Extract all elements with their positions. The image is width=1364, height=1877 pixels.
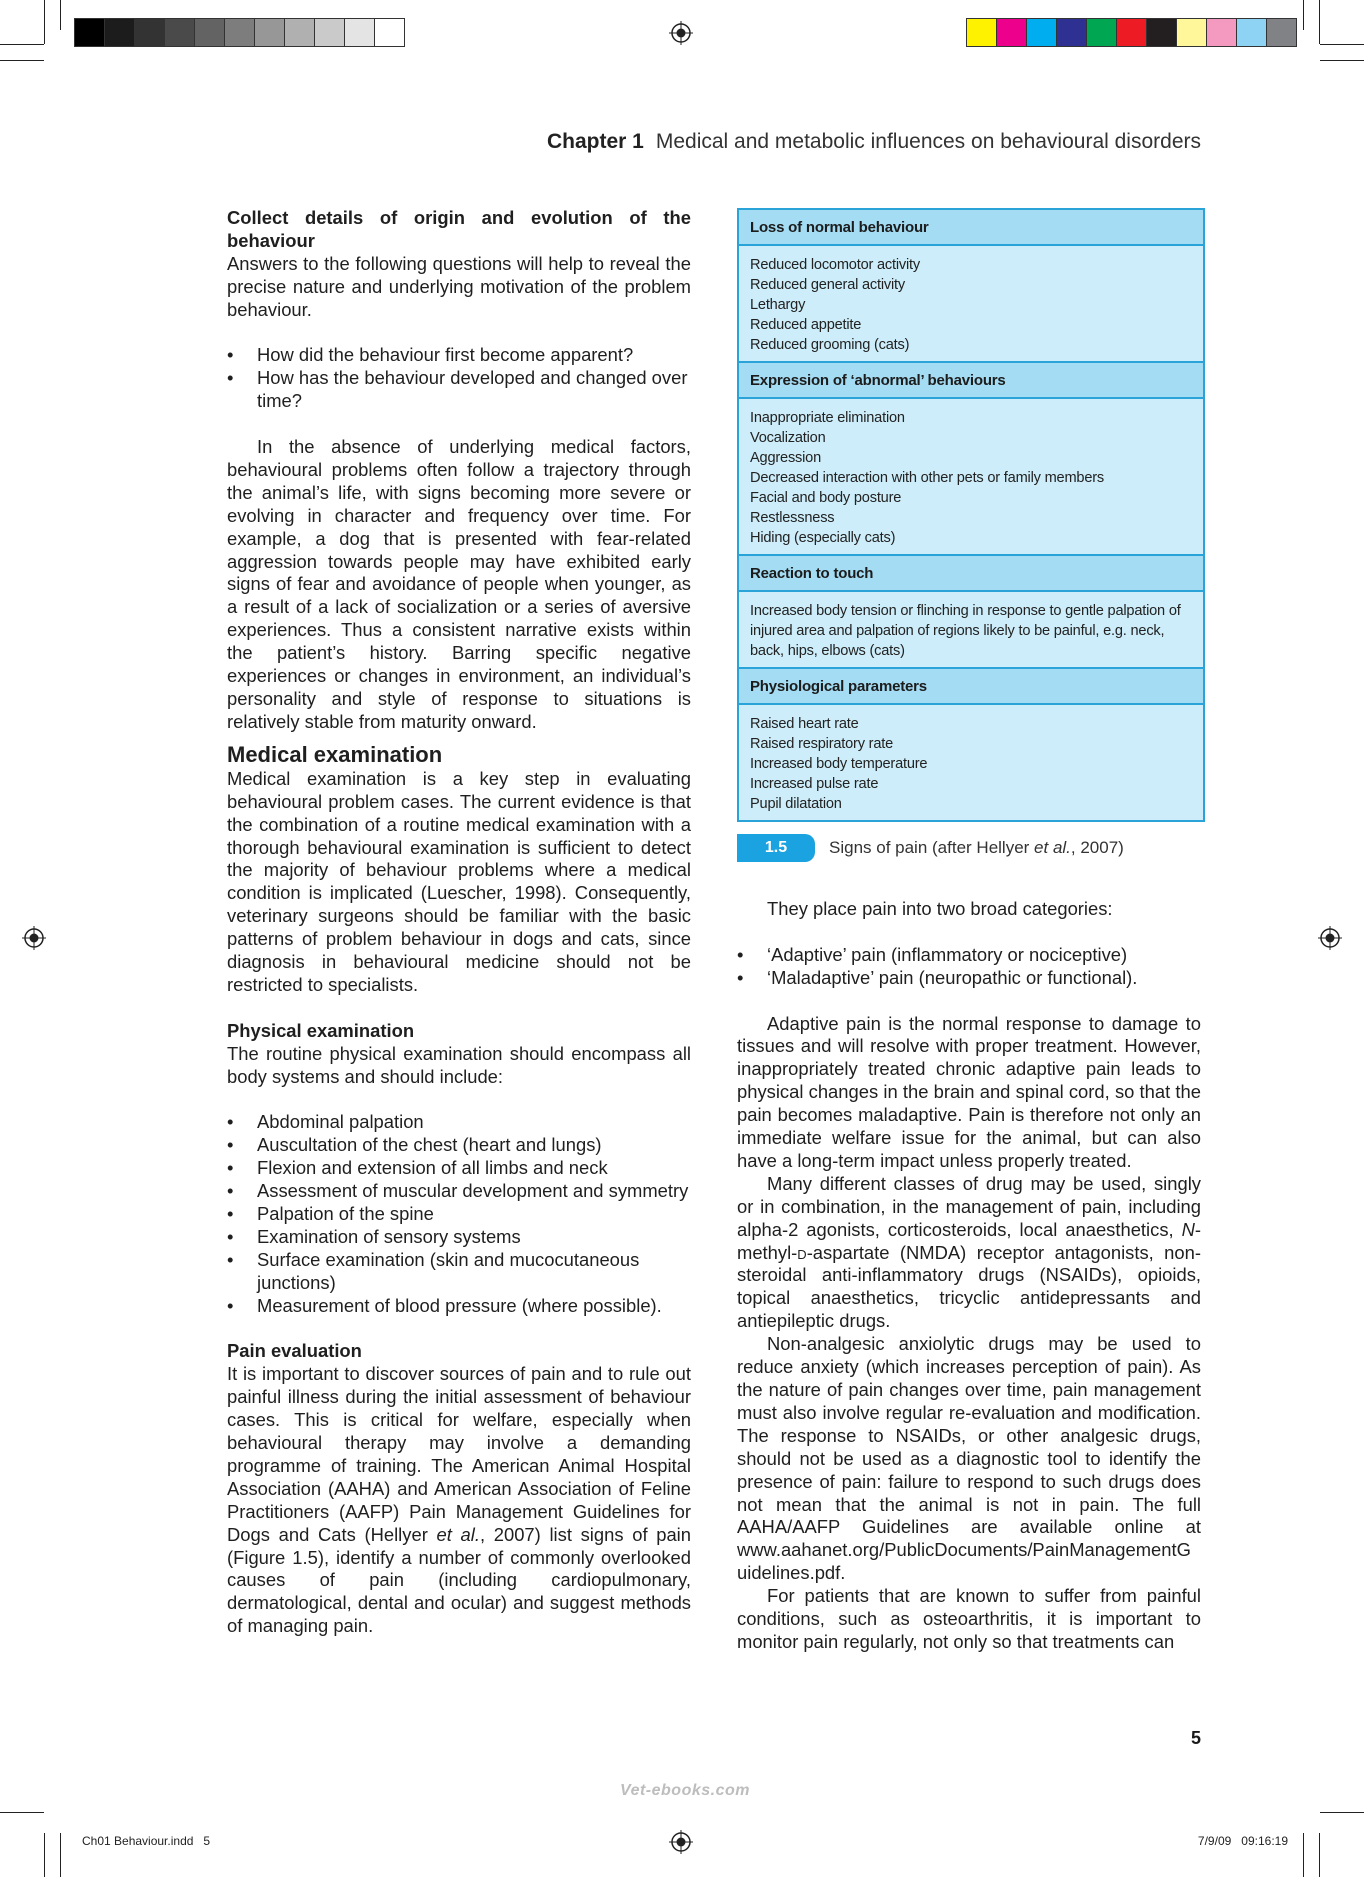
color-swatch bbox=[1087, 19, 1117, 46]
color-swatch bbox=[345, 19, 375, 46]
table-item: Hiding (especially cats) bbox=[750, 530, 896, 546]
file-slug: Ch01 Behaviour.indd 5 bbox=[82, 1834, 211, 1848]
pain-evaluation-paragraph: It is important to discover sources of pain and to rule out painful illness during the initial assessment of behaviour cases. This is critical for welfare, especially when behavioural therapy may involve a demanding programme of training. The American Animal Hospital Association (AAHA) and American Association of Feline Practitioners (AAFP) Pain Management Guidelines for Dogs and Cats (Hellyer et al., 2007) list signs of pain (Figure 1.5), identify a number of commonly overlooked causes of pain (including cardiopulmonary, dermatological, dental and ocular) and suggest methods of managing pain. bbox=[227, 1363, 691, 1637]
table-item: Inappropriate elimination bbox=[750, 410, 905, 426]
color-swatch bbox=[315, 19, 345, 46]
table-section-body bbox=[739, 592, 1203, 669]
table-item: Increased body temperature bbox=[750, 756, 928, 772]
table-item: Vocalization bbox=[750, 430, 826, 446]
medical-examination-heading: Medical examination bbox=[227, 741, 443, 767]
table-item: Decreased interaction with other pets or family members bbox=[750, 470, 1104, 486]
registration-mark-icon bbox=[669, 21, 693, 45]
table-item: Facial and body posture bbox=[750, 490, 902, 506]
anxiolytic-paragraph: Non-analgesic anxiolytic drugs may be used to reduce anxiety (which increases perception of pain). As the nature of pain changes over time, pain management must also involve regular re-evaluation and modification. The response to NSAIDs, or other analgesic drugs, should not be used as a diagnostic tool to identify the presence of pain: failure to respond to such drugs does not mean that the animal is not in pain. The full AAHA/AAFP Guidelines are available online at www.aahanet.org/PublicDocuments/PainManagementGuidelines.pdf. bbox=[737, 1333, 1201, 1584]
color-swatch bbox=[225, 19, 255, 46]
crop-mark bbox=[0, 44, 44, 45]
color-swatch bbox=[285, 19, 315, 46]
crop-mark bbox=[1320, 60, 1364, 61]
color-swatch bbox=[1117, 19, 1147, 46]
list-item: • How did the behaviour first become apparent? bbox=[227, 344, 691, 367]
table-item: Reduced appetite bbox=[750, 317, 862, 333]
table-item: Reduced locomotor activity bbox=[750, 257, 921, 273]
color-swatch bbox=[1027, 19, 1057, 46]
color-swatch bbox=[165, 19, 195, 46]
crop-mark bbox=[1319, 0, 1320, 44]
crop-mark bbox=[1303, 0, 1304, 30]
table-item: Pupil dilatation bbox=[750, 796, 842, 812]
crop-mark bbox=[1320, 1812, 1364, 1813]
origin-intro: Answers to the following questions will help to reveal the precise nature and underlying motivation of the problem behaviour. bbox=[227, 252, 691, 320]
list-item: • Flexion and extension of all limbs and neck bbox=[227, 1157, 691, 1180]
table-item: Restlessness bbox=[750, 510, 835, 526]
list-item: • Measurement of blood pressure (where possible). bbox=[227, 1295, 691, 1318]
list-item: • ‘Maladaptive’ pain (neuropathic or functional). bbox=[737, 967, 1201, 990]
crop-mark bbox=[1319, 1833, 1320, 1877]
registration-mark-icon bbox=[1318, 926, 1342, 950]
crop-mark bbox=[60, 0, 61, 30]
color-swatch bbox=[1237, 19, 1267, 46]
table-section-heading: Expression of ‘abnormal’ behaviours bbox=[739, 363, 1203, 399]
crop-mark bbox=[0, 60, 44, 61]
left-column bbox=[227, 207, 691, 1638]
list-item: • Assessment of muscular development and symmetry bbox=[227, 1180, 691, 1203]
table-section-body bbox=[739, 705, 1203, 820]
list-item: • Surface examination (skin and mucocutaneous junctions) bbox=[227, 1249, 691, 1295]
color-swatch bbox=[375, 19, 404, 46]
list-item: • Palpation of the spine bbox=[227, 1203, 691, 1226]
medical-examination-paragraph: Medical examination is a key step in evaluating behavioural problem cases. The current evidence is that the combination of a routine medical examination with a thorough behavioural examination is sufficient to detect the majority of behaviour problems where a medical condition is implicated (Luescher, 1998). Consequently, veterinary surgeons should be familiar with the basic patterns of problem behaviour in dogs and cats, since diagnosis in behavioural medicine should not be restricted to specialists. bbox=[227, 767, 691, 995]
crop-mark bbox=[0, 1812, 44, 1813]
color-swatch bbox=[105, 19, 135, 46]
list-item: • Abdominal palpation bbox=[227, 1111, 691, 1134]
figure-signs-of-pain-table bbox=[737, 208, 1205, 822]
crop-mark bbox=[44, 0, 45, 44]
table-item: Raised heart rate bbox=[750, 716, 859, 732]
table-section-body bbox=[739, 399, 1203, 556]
table-section-heading: Physiological parameters bbox=[739, 669, 1203, 705]
table-section-heading: Reaction to touch bbox=[739, 556, 1203, 592]
crop-mark bbox=[44, 1833, 45, 1877]
color-swatch bbox=[255, 19, 285, 46]
origin-bullet-list bbox=[227, 344, 691, 413]
list-item: • ‘Adaptive’ pain (inflammatory or nociceptive) bbox=[737, 944, 1201, 967]
registration-mark-icon bbox=[22, 926, 46, 950]
table-item: Reduced grooming (cats) bbox=[750, 337, 910, 353]
pain-categories-list bbox=[737, 944, 1201, 990]
date-slug: 7/9/09 09:16:19 bbox=[1197, 1834, 1288, 1848]
color-swatch bbox=[1147, 19, 1177, 46]
watermark: Vet-ebooks.com bbox=[620, 1782, 750, 1799]
origin-heading: Collect details of origin and evolution of the behaviour bbox=[227, 207, 691, 251]
right-column bbox=[737, 898, 1201, 1654]
color-swatch bbox=[1267, 19, 1296, 46]
figure-caption-text: Signs of pain (after Hellyer et al., 2007) bbox=[829, 838, 1124, 857]
table-item: Increased body tension or flinching in response to gentle palpation of injured area and palpation of regions likely to be painful, e.g. neck, back, hips, elbows (cats) bbox=[750, 603, 1181, 659]
grayscale-color-bar bbox=[74, 18, 405, 47]
chapter-title: Medical and metabolic influences on behavioural disorders bbox=[655, 130, 1201, 153]
list-item: • Examination of sensory systems bbox=[227, 1226, 691, 1249]
table-item: Aggression bbox=[750, 450, 822, 466]
pain-categories-intro: They place pain into two broad categories: bbox=[767, 898, 1113, 919]
monitoring-paragraph: For patients that are known to suffer from painful conditions, such as osteoarthritis, it is important to monitor pain regularly, not only so that treatments can bbox=[737, 1585, 1201, 1652]
crop-mark bbox=[1303, 1833, 1304, 1877]
chapter-label: Chapter 1 bbox=[546, 130, 644, 153]
crop-mark bbox=[60, 1833, 61, 1877]
process-color-bar bbox=[966, 18, 1297, 47]
drug-classes-paragraph: Many different classes of drug may be used, singly or in combination, in the management of pain, including alpha-2 agonists, corticosteroids, local anaesthetics, N-methyl-d-aspartate (NMDA) receptor antagonists, non-steroidal anti-inflammatory drugs (NSAIDs), opioids, topical anaesthetics, tricyclic antidepressants and antiepileptic drugs. bbox=[737, 1172, 1201, 1332]
table-item: Reduced general activity bbox=[750, 277, 906, 293]
figure-number-badge: 1.5 bbox=[737, 834, 815, 862]
color-swatch bbox=[1177, 19, 1207, 46]
physical-examination-heading: Physical examination bbox=[227, 1019, 415, 1041]
color-swatch bbox=[75, 19, 105, 46]
table-item: Increased pulse rate bbox=[750, 776, 879, 792]
color-swatch bbox=[1207, 19, 1237, 46]
crop-mark bbox=[1320, 44, 1364, 45]
pain-evaluation-heading: Pain evaluation bbox=[227, 1340, 362, 1362]
color-swatch bbox=[135, 19, 165, 46]
page-number: 5 bbox=[1190, 1728, 1201, 1748]
color-swatch bbox=[997, 19, 1027, 46]
physical-examination-intro: The routine physical examination should encompass all body systems and should include: bbox=[227, 1042, 691, 1087]
color-swatch bbox=[1057, 19, 1087, 46]
list-item: • Auscultation of the chest (heart and lungs) bbox=[227, 1134, 691, 1157]
table-item: Lethargy bbox=[750, 297, 806, 313]
table-section-body bbox=[739, 246, 1203, 363]
registration-mark-icon bbox=[669, 1830, 693, 1854]
table-section-heading: Loss of normal behaviour bbox=[739, 210, 1203, 246]
color-swatch bbox=[967, 19, 997, 46]
running-head bbox=[547, 130, 1201, 154]
physical-examination-list bbox=[227, 1111, 691, 1317]
figure-caption bbox=[737, 834, 1124, 862]
list-item: • How has the behaviour developed and changed over time? bbox=[227, 367, 691, 413]
table-item: Raised respiratory rate bbox=[750, 736, 894, 752]
origin-paragraph: In the absence of underlying medical factors, behavioural problems often follow a trajectory through the animal’s life, with signs becoming more severe or evolving in character and frequency over time. For example, a dog that is presented with fear-related aggression towards people may have exhibited early signs of fear and avoidance of people when younger, as a result of a lack of socialization or a series of aversive experiences. Thus a consistent narrative exists within the patient’s history. Barring specific negative experiences or changes in environment, an individual’s personality and style of response to situations is relatively stable from maturity onward. bbox=[227, 436, 691, 732]
adaptive-pain-paragraph: Adaptive pain is the normal response to damage to tissues and will resolve with proper treatment. However, inappropriately treated chronic adaptive pain leads to physical changes in the brain and spinal cord, so that the pain becomes maladaptive. Pain is therefore not only an immediate welfare issue for the animal, but can also have a long-term impact unless properly treated. bbox=[737, 1012, 1201, 1171]
color-swatch bbox=[195, 19, 225, 46]
